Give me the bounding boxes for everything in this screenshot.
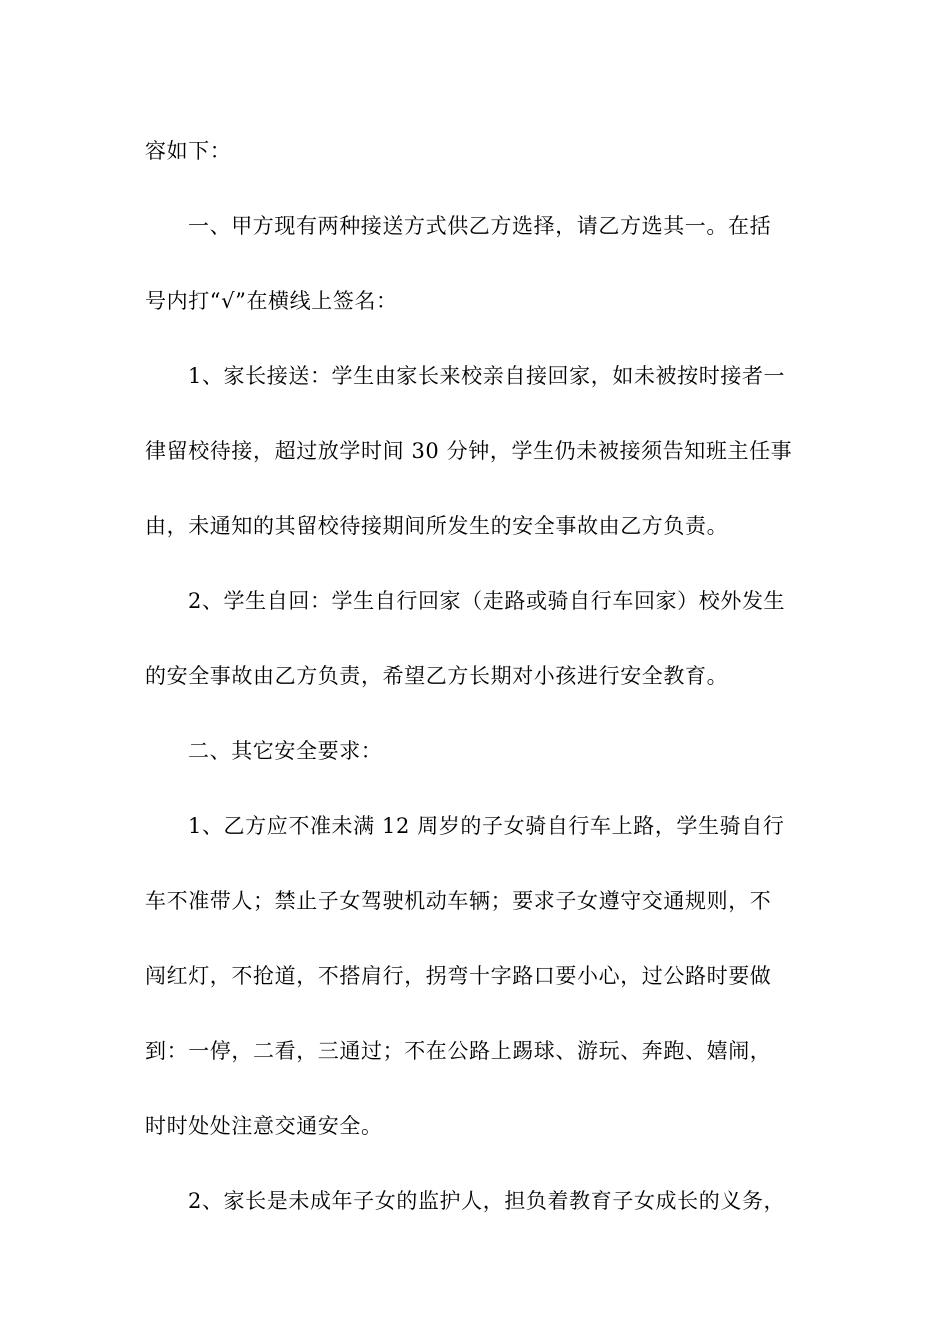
text-line: 号内打“√”在横线上签名： — [145, 289, 398, 313]
item-self-return: 2、学生自回：学生自行回家（走路或骑自行车回家）校外发生 — [188, 589, 786, 613]
text-line: 由，未通知的其留校待接期间所发生的安全事故由乙方负责。 — [145, 514, 729, 538]
text-line: 时时处处注意交通安全。 — [145, 1114, 383, 1138]
text-line: 车不准带人；禁止子女驾驶机动车辆；要求子女遵守交通规则，不 — [145, 889, 772, 913]
text-line: 的安全事故由乙方负责，希望乙方长期对小孩进行安全教育。 — [145, 664, 729, 688]
item-bicycle-rule: 1、乙方应不准未满 12 周岁的子女骑自行车上路，学生骑自行 — [188, 814, 785, 838]
text-line-continuation: 容如下： — [145, 139, 232, 163]
item-guardian-duty: 2、家长是未成年子女的监护人，担负着教育子女成长的义务， — [188, 1189, 786, 1213]
section-two-heading: 二、其它安全要求： — [188, 739, 383, 763]
item-parent-pickup: 1、家长接送：学生由家长来校亲自接回家，如未被按时接者一 — [188, 364, 786, 388]
text-line: 闯红灯，不抢道，不搭肩行，拐弯十字路口要小心，过公路时要做 — [145, 964, 772, 988]
section-one-heading: 一、甲方现有两种接送方式供乙方选择，请乙方选其一。在括 — [188, 214, 772, 238]
text-line: 到：一停，二看，三通过；不在公路上踢球、游玩、奔跑、嬉闹， — [145, 1039, 772, 1063]
text-line: 律留校待接，超过放学时间 30 分钟，学生仍未被接须告知班主任事 — [145, 439, 793, 463]
